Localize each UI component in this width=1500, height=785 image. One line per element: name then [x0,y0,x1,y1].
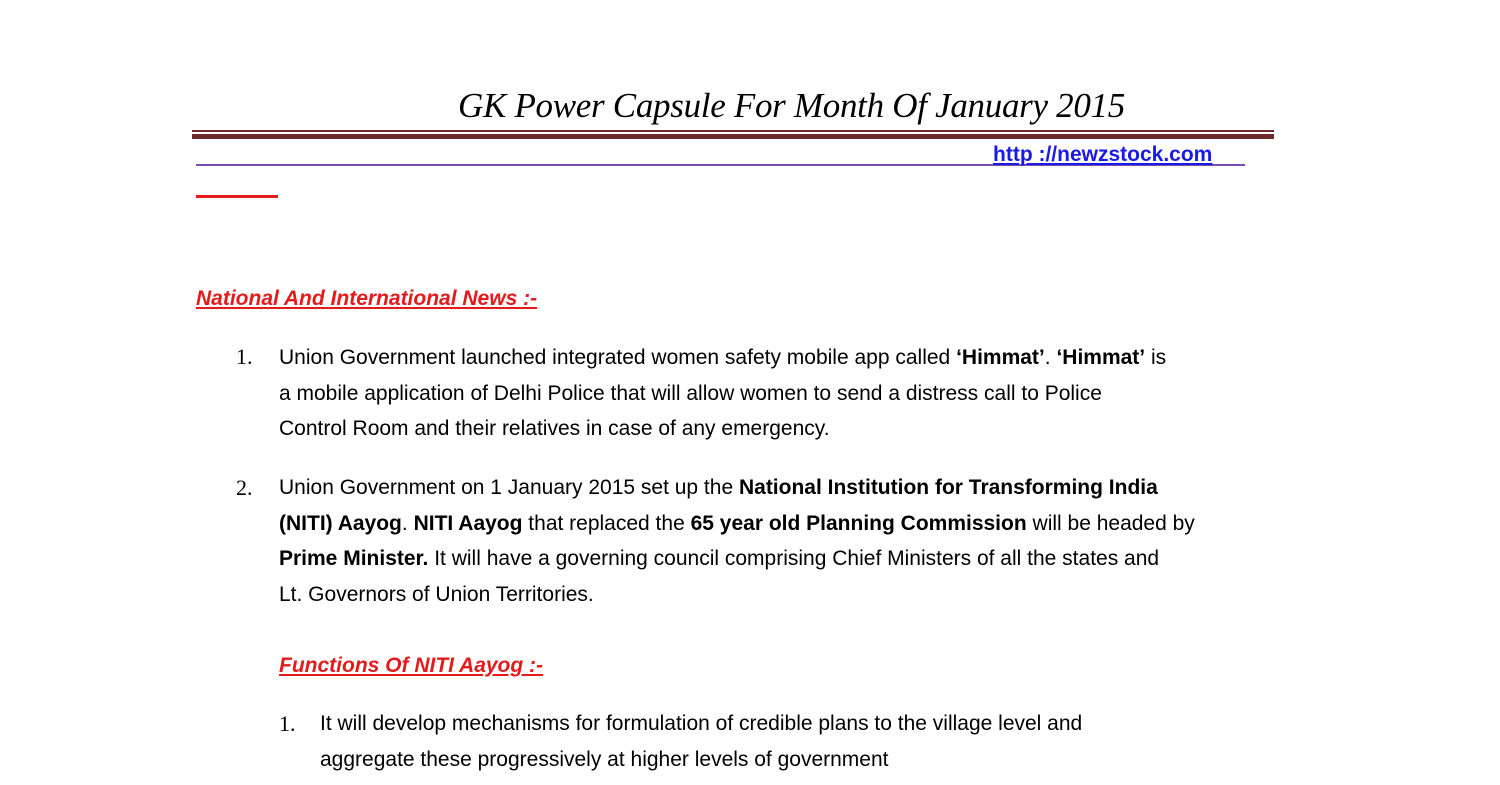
red-dash-rule [196,195,278,198]
list-item-1: Union Government launched integrated women safety mobile app called ‘Himmat’. ‘Himmat’ is a mobile application of Delhi Police that will allow women to send a distress call to Police Control Room and their relatives in case of any emergency. [279,346,1167,440]
header-rule-thin [192,130,1274,132]
section-heading-niti-functions: Functions Of NITI Aayog :- [279,654,544,677]
document-title: GK Power Capsule For Month Of January 2015 [458,86,1125,125]
website-link[interactable]: http ://newzstock.com [993,143,1213,166]
list-item-2: Union Government on 1 January 2015 set up the National Institution for Transforming India (NITI) Aayog. NITI Aayog that replaced the 65 year old Planning Commission will be headed by Prime Minister. It will have a governing council comprising Chief Ministers of all the states and Lt. Governors of Union Territories. [279,476,1195,606]
function-item-1: It will develop mechanisms for formulation of credible plans to the village level and aggregate these progressively at higher levels of government [320,712,1083,771]
header-rule-thick [192,134,1274,139]
section-heading-national-news: National And International News :- [196,287,538,310]
list-number: 1. [279,711,296,736]
list-number: 1. [236,344,253,369]
list-number: 2. [236,475,253,500]
